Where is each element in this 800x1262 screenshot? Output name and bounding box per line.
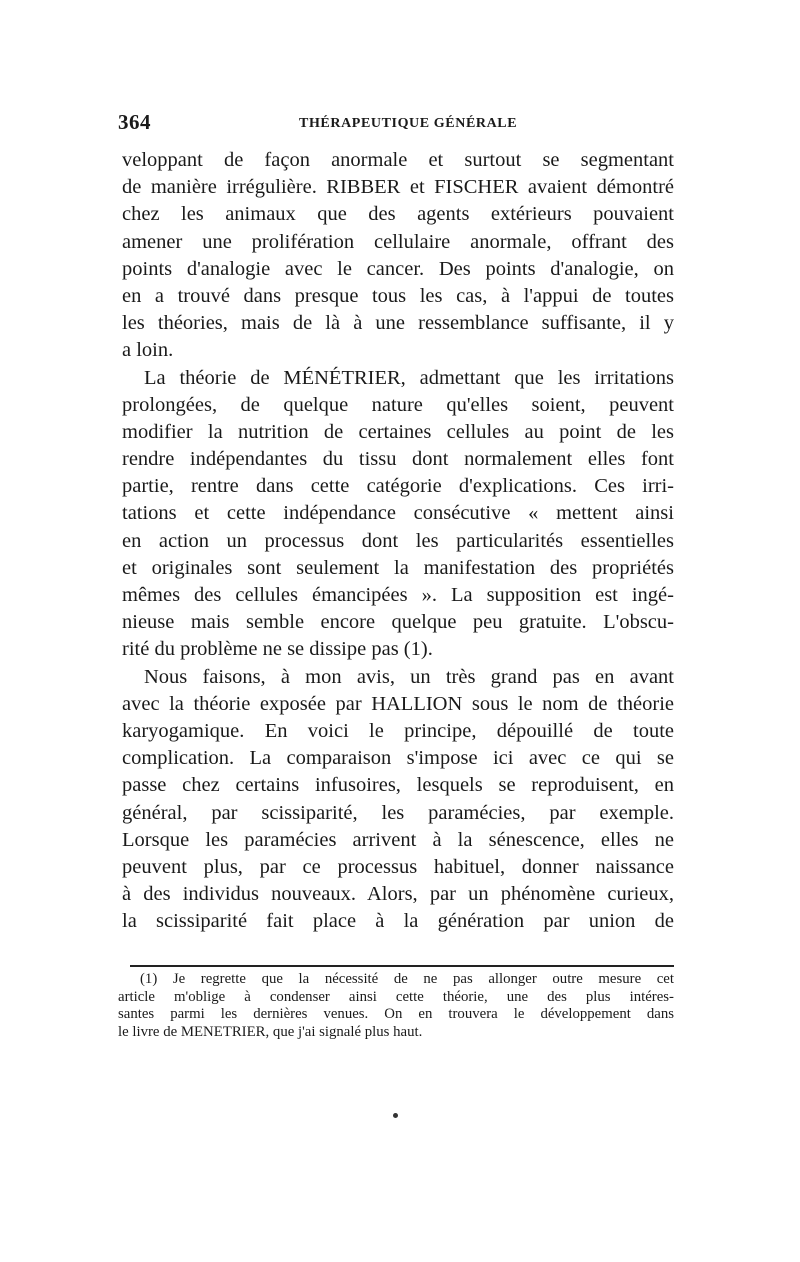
text-line: de manière irrégulière. RIBBER et FISCHER avaient démontré bbox=[122, 176, 674, 199]
text-line: Nous faisons, à mon avis, un très grand pas en avant bbox=[144, 665, 674, 688]
text-line: peuvent plus, par ce processus habituel, donner naissance bbox=[122, 855, 674, 878]
text-line: chez les animaux que des agents extérieurs pouvaient bbox=[122, 203, 674, 226]
text-line: en action un processus dont les particularités essentielles bbox=[122, 529, 674, 552]
text-line: Lorsque les paramécies arrivent à la sénescence, elles ne bbox=[122, 828, 674, 851]
page-header bbox=[118, 108, 680, 136]
text-line: avec la théorie exposée par HALLION sous le nom de théorie bbox=[122, 692, 674, 715]
footnote-line: article m'oblige à condenser ainsi cette théorie, une des plus intéres- bbox=[118, 988, 674, 1005]
text-line: à des individus nouveaux. Alors, par un phénomène curieux, bbox=[122, 883, 674, 906]
text-line: en a trouvé dans presque tous les cas, à l'appui de toutes bbox=[122, 284, 674, 307]
page-number: 364 bbox=[118, 110, 151, 134]
footnote-rule bbox=[130, 965, 674, 967]
text-line: amener une prolifération cellulaire anormale, offrant des bbox=[122, 230, 674, 253]
running-head: THÉRAPEUTIQUE GÉNÉRALE bbox=[299, 116, 518, 131]
text-line: veloppant de façon anormale et surtout se segmentant bbox=[122, 149, 674, 171]
text-line: La théorie de MÉNÉTRIER, admettant que les irritations bbox=[144, 366, 674, 389]
text-line: a loin. bbox=[122, 339, 174, 362]
text-line: les théories, mais de là à une ressemblance suffisante, il y bbox=[122, 312, 674, 335]
text-line: et originales sont seulement la manifestation des propriétés bbox=[122, 556, 674, 579]
text-line: rité du problème ne se dissipe pas (1). bbox=[122, 638, 433, 661]
ink-dot bbox=[393, 1113, 398, 1118]
text-line: partie, rentre dans cette catégorie d'explications. Ces irri- bbox=[122, 475, 674, 498]
text-line: tations et cette indépendance consécutive « mettent ainsi bbox=[122, 502, 674, 525]
body-text bbox=[122, 147, 674, 935]
footnote-line: le livre de MENETRIER, que j'ai signalé plus haut. bbox=[118, 1023, 423, 1040]
book-page bbox=[118, 108, 680, 1120]
footnote-line: santes parmi les dernières venues. On en trouvera le développement dans bbox=[118, 1006, 674, 1022]
text-line: nieuse mais semble encore quelque peu gratuite. L'obscu- bbox=[122, 611, 674, 634]
text-line: rendre indépendantes du tissu dont normalement elles font bbox=[122, 448, 674, 471]
text-line: la scissiparité fait place à la génération par union de bbox=[122, 910, 674, 933]
text-line: général, par scissiparité, les paramécies, par exemple. bbox=[122, 801, 674, 824]
text-line: prolongées, de quelque nature qu'elles soient, peuvent bbox=[122, 393, 674, 416]
text-line: modifier la nutrition de certaines cellules au point de les bbox=[122, 420, 674, 443]
text-line: mêmes des cellules émancipées ». La supposition est ingé- bbox=[122, 584, 674, 606]
text-line: points d'analogie avec le cancer. Des points d'analogie, on bbox=[122, 257, 674, 280]
footnote bbox=[118, 971, 674, 1041]
footnote-line: (1) Je regrette que la nécessité de ne pas allonger outre mesure cet bbox=[140, 971, 674, 987]
text-line: complication. La comparaison s'impose ici avec ce qui se bbox=[122, 747, 674, 770]
text-line: karyogamique. En voici le principe, dépouillé de toute bbox=[122, 719, 674, 742]
text-line: passe chez certains infusoires, lesquels se reproduisent, en bbox=[122, 774, 674, 797]
